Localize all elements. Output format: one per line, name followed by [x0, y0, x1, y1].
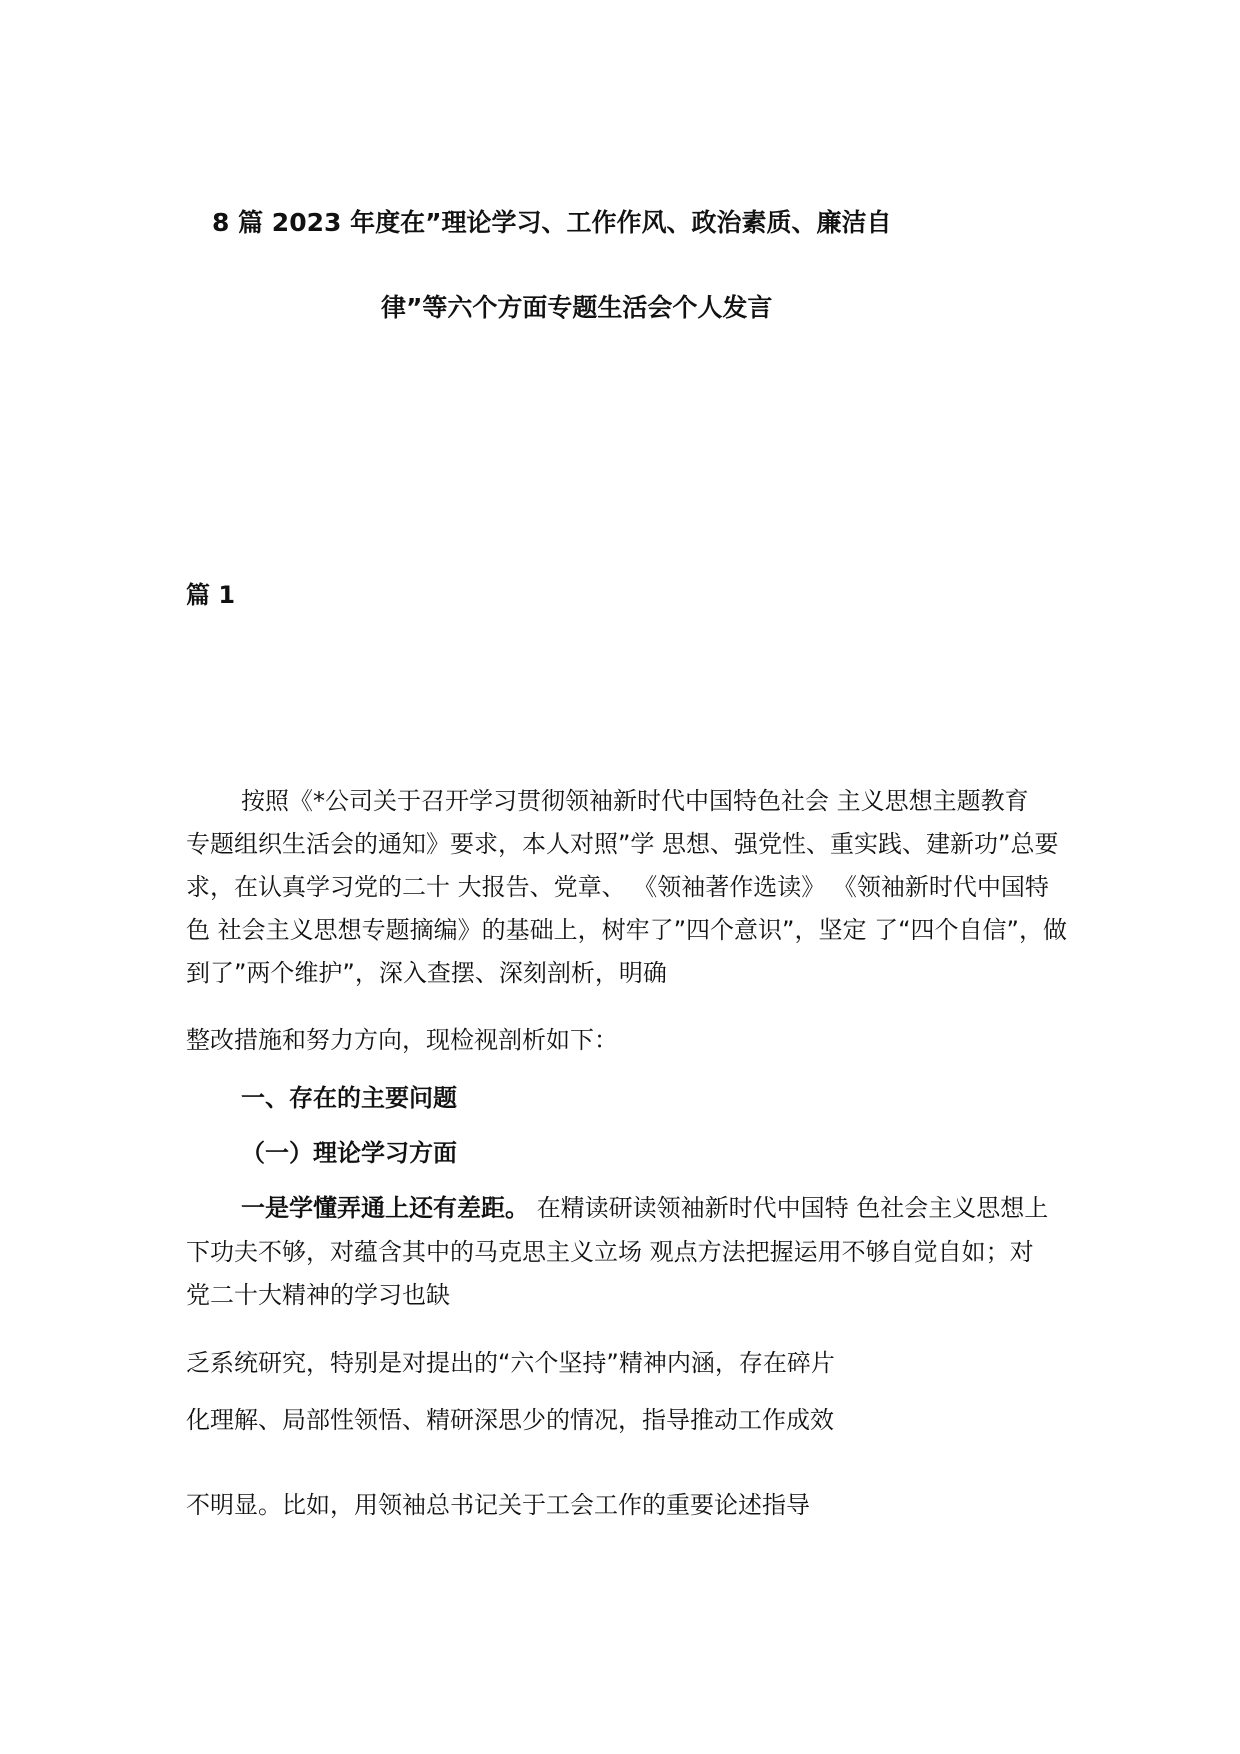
- paragraph-line: 按照《*公司关于召开学习贯彻领袖新时代中国特色社会 主义思想主题教育: [241, 787, 1029, 815]
- paragraph-line: [241, 1191, 1048, 1225]
- paragraph-line: 专题组织生活会的通知》要求，本人对照”学 思想、强党性、重实践、建新功”总要: [186, 830, 1059, 858]
- paragraph-line: 党二十大精神的学习也缺: [186, 1281, 450, 1309]
- paragraph-line: 到了”两个维护”，深入查摆、深刻剖析，明确: [186, 959, 667, 987]
- chapter-label: 篇 1: [186, 581, 236, 609]
- document-title-line-1: 8 篇 2023 年度在”理论学习、工作作风、政治素质、廉洁自: [212, 208, 892, 237]
- paragraph-line: 不明显。比如，用领袖总书记关于工会工作的重要论述指导: [186, 1491, 810, 1519]
- paragraph-line: 乏系统研究，特别是对提出的“六个坚持”精神内涵，存在碎片: [186, 1349, 835, 1377]
- document-title-line-2: 律”等六个方面专题生活会个人发言: [381, 293, 773, 322]
- point-text: 在精读研读领袖新时代中国特 色社会主义思想上: [529, 1194, 1049, 1222]
- paragraph-line: 下功夫不够，对蕴含其中的马克思主义立场 观点方法把握运用不够自觉自如；对: [186, 1238, 1034, 1266]
- subsection-heading: （一）理论学习方面: [241, 1139, 457, 1167]
- point-lead: 一是学懂弄通上还有差距。: [241, 1194, 529, 1222]
- section-heading: 一、存在的主要问题: [241, 1084, 457, 1112]
- paragraph-line: 整改措施和努力方向，现检视剖析如下：: [186, 1026, 618, 1054]
- paragraph-line: 求，在认真学习党的二十 大报告、党章、 《领袖著作选读》 《领袖新时代中国特: [186, 873, 1049, 901]
- paragraph-line: 色 社会主义思想专题摘编》的基础上，树牢了”四个意识”，坚定 了“四个自信”，做: [186, 916, 1067, 944]
- paragraph-line: 化理解、局部性领悟、精研深思少的情况，指导推动工作成效: [186, 1406, 834, 1434]
